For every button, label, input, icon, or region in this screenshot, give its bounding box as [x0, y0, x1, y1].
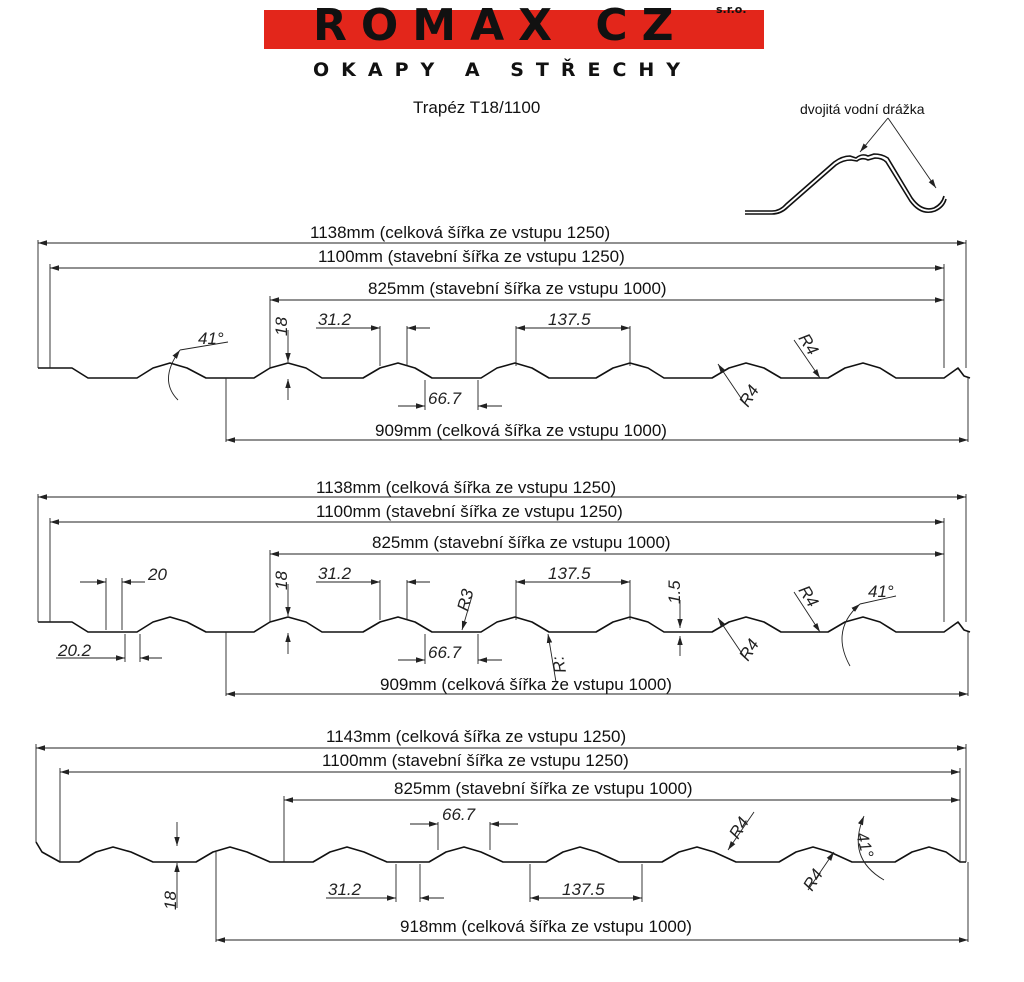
p1-build1000-label: 825mm (stavební šířka ze vstupu 1000) [368, 279, 667, 298]
profile-3 [36, 727, 968, 942]
p3-radius-b: R4 [799, 865, 827, 895]
p1-top-label: 31.2 [318, 310, 352, 329]
p3-build-label: 1100mm (stavební šířka ze vstupu 1250) [322, 751, 629, 770]
p2-width202-label: 20.2 [58, 641, 92, 660]
p1-radius-b: R4 [794, 330, 823, 359]
profile-2 [38, 478, 970, 696]
p3-radius-a: R4 [725, 813, 753, 843]
p2-radius-b: R4 [794, 582, 823, 611]
p2-width20-label: 20 [148, 565, 167, 584]
logo-tagline: OKAPY A STŘECHY [313, 59, 693, 81]
p3-top-label: 31.2 [328, 880, 362, 899]
p2-build-label: 1100mm (stavební šířka ze vstupu 1250) [316, 502, 623, 521]
p3-overall-label: 1143mm (celková šířka ze vstupu 1250) [326, 727, 627, 746]
p2-radius-a: R4 [735, 635, 763, 665]
p1-build-label: 1100mm (stavební šířka ze vstupu 1250) [318, 247, 625, 266]
p2-pitch-label: 137.5 [548, 564, 591, 583]
page-title: Trapéz T18/1100 [413, 98, 541, 117]
p1-bottom-label: 66.7 [428, 389, 462, 408]
p3-build1000-label: 825mm (stavební šířka ze vstupu 1000) [394, 779, 693, 798]
detail-groove [745, 101, 946, 214]
profile-3-sheet [36, 842, 966, 862]
p1-height-label: 18 [272, 317, 291, 336]
p2-angle-label: 41° [868, 582, 894, 601]
p3-pitch-label: 137.5 [562, 880, 605, 899]
detail-label: dvojitá vodní drážka [800, 101, 925, 117]
p3-total1000-label: 918mm (celková šířka ze vstupu 1000) [400, 917, 692, 936]
p2-bottom-label: 66.7 [428, 643, 462, 662]
p2-radius-small: R: [548, 654, 570, 675]
logo-brand: ROMAX CZ [313, 0, 688, 51]
profile-1-sheet [38, 363, 970, 378]
p2-total1000-label: 909mm (celková šířka ze vstupu 1000) [380, 675, 672, 694]
p2-height-label: 18 [272, 571, 291, 590]
p1-radius-a: R4 [735, 381, 763, 411]
p2-overall-label: 1138mm (celková šířka ze vstupu 1250) [316, 478, 617, 497]
p3-angle-label: 41° [852, 830, 878, 860]
p2-top-label: 31.2 [318, 564, 352, 583]
logo-suffix: s.r.o. [716, 3, 747, 16]
logo [264, 0, 764, 81]
p1-overall-label: 1138mm (celková šířka ze vstupu 1250) [310, 223, 611, 242]
p2-radius3: R3 [453, 587, 478, 614]
p2-groove-label: 1.5 [665, 580, 684, 604]
p3-bottom-label: 66.7 [442, 805, 476, 824]
p1-total1000-label: 909mm (celková šířka ze vstupu 1000) [375, 421, 667, 440]
p1-pitch-label: 137.5 [548, 310, 591, 329]
profile-1 [38, 223, 970, 442]
profile-2-sheet [38, 617, 970, 632]
p2-build1000-label: 825mm (stavební šířka ze vstupu 1000) [372, 533, 671, 552]
p1-angle-label: 41° [198, 329, 224, 348]
p3-height-label: 18 [161, 891, 180, 910]
